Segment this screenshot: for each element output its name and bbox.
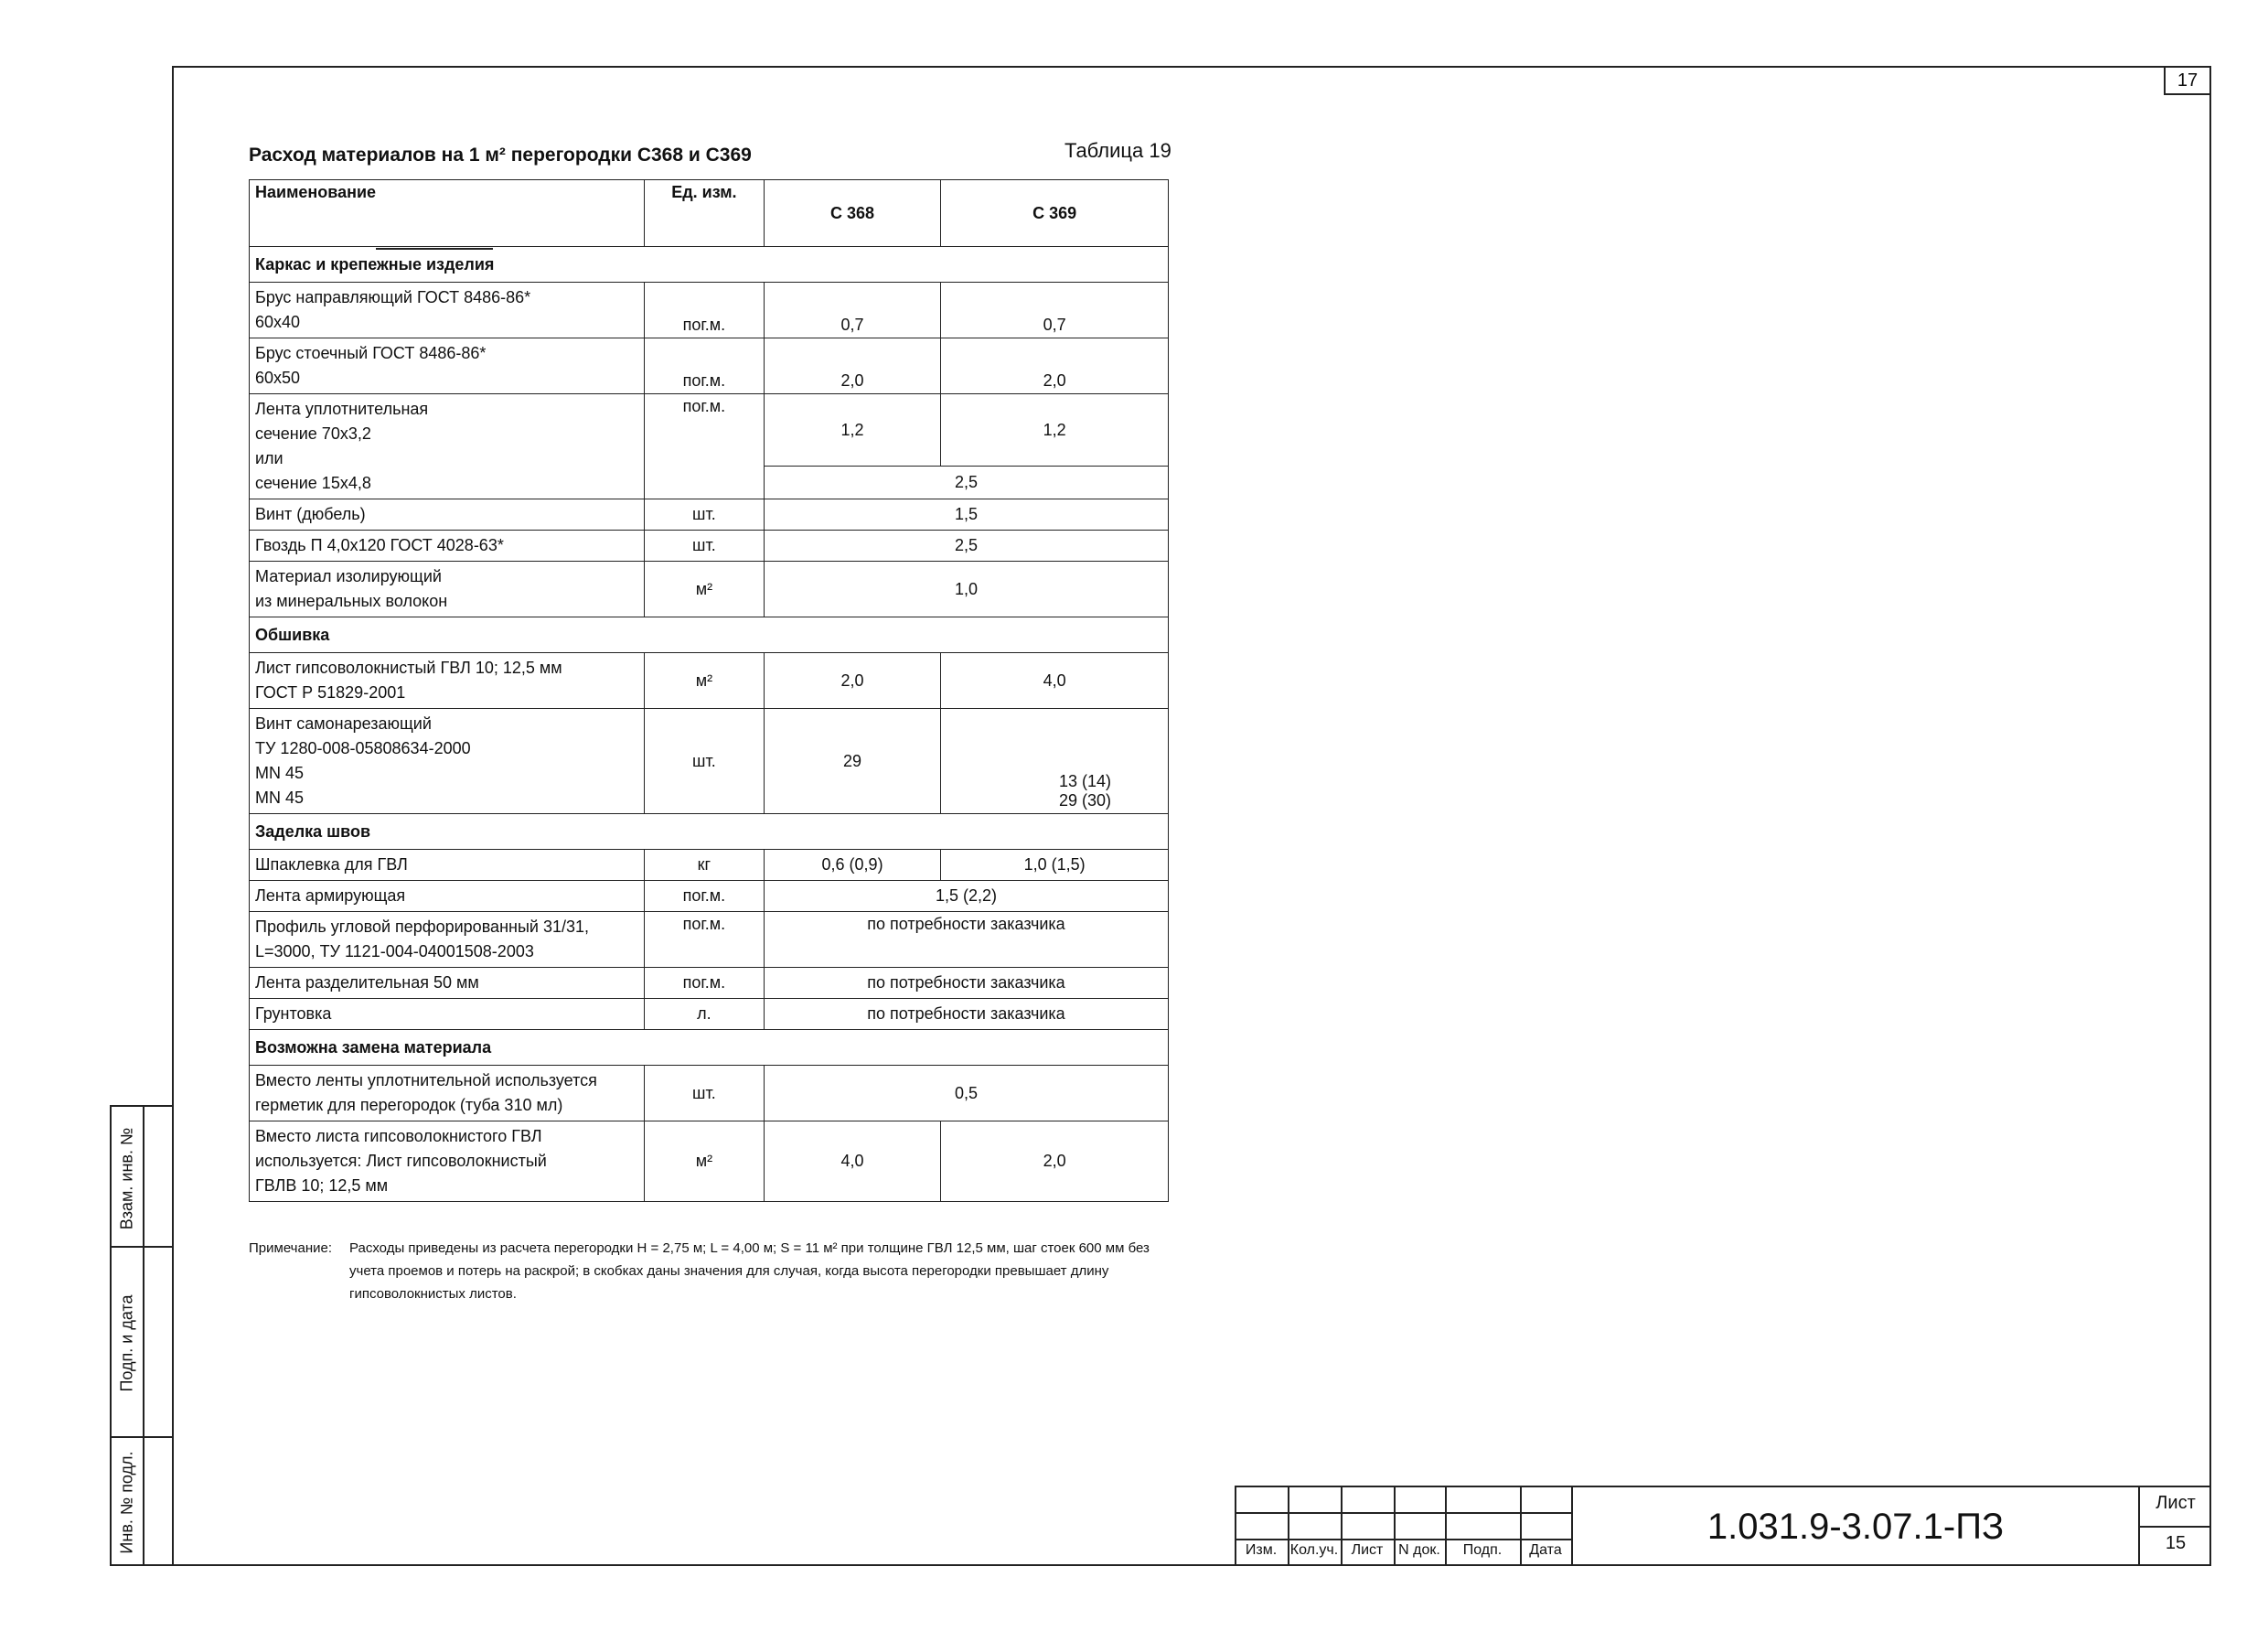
table-row — [250, 338, 1169, 394]
row-unit: л. — [644, 999, 764, 1030]
table-header-row — [250, 180, 1169, 247]
row-c369: 1,2 — [941, 394, 1169, 467]
sheet-value: 15 — [2165, 1533, 2187, 1553]
table-row — [250, 1121, 1169, 1202]
revision-column-label: N док. — [1398, 1542, 1440, 1558]
row-c368: 0,7 — [764, 283, 940, 338]
row-unit: пог.м. — [644, 912, 764, 968]
header-c368: С 368 — [764, 180, 940, 247]
row-name: Профиль угловой перфорированный 31/31, L=3000, ТУ 1121-004-04001508-2003 — [250, 912, 645, 968]
row-c368: 1,2 — [764, 394, 940, 467]
revision-column-label: Подп. — [1462, 1542, 1503, 1558]
row-name: Шпаклевка для ГВЛ — [250, 850, 645, 881]
row-merged-value: 1,0 — [764, 562, 1168, 617]
footnote-text: Расходы приведены из расчета перегородки Н = 2,75 м; L = 4,00 м; S = 11 м² при толщине ГВЛ 12,5 мм, шаг стоек 600 мм без учета проемов и потерь на раскрой; в скобках даны значения для случая, когда высота перегородки превышает длину гипсоволокнистых листов. — [349, 1240, 1150, 1302]
sheet-number: 17 — [2164, 66, 2211, 95]
table-row — [250, 999, 1169, 1030]
row-c368: 4,0 — [764, 1121, 940, 1202]
section-title: Каркас и крепежные изделия — [250, 247, 1169, 283]
side-cell-podp — [110, 1248, 172, 1438]
materials-table — [249, 179, 1169, 1202]
row-unit: м² — [644, 562, 764, 617]
row-merged-value: 1,5 — [764, 499, 1168, 531]
revision-column-label: Лист — [1351, 1542, 1384, 1558]
section-row — [250, 1030, 1169, 1066]
table-row — [250, 968, 1169, 999]
row-name: Гвоздь П 4,0х120 ГОСТ 4028-63* — [250, 531, 645, 562]
row-c368: 2,0 — [764, 653, 940, 709]
section-title: Возможна замена материала — [250, 1030, 1169, 1066]
table-row — [250, 394, 1169, 467]
revision-column-label: Кол.уч. — [1289, 1542, 1339, 1558]
revision-grid — [1235, 1486, 1571, 1566]
row-name: Лента уплотнительная сечение 70х3,2 или сечение 15х4,8 — [250, 394, 645, 499]
grid-row-line — [1235, 1486, 1571, 1487]
table-row — [250, 562, 1169, 617]
table-row — [250, 709, 1169, 814]
row-name: Грунтовка — [250, 999, 645, 1030]
row-unit: пог.м. — [644, 881, 764, 912]
row-c369: 0,7 — [941, 283, 1169, 338]
table-row — [250, 283, 1169, 338]
table-row — [250, 1066, 1169, 1121]
row-name: Брус стоечный ГОСТ 8486-86* 60х50 — [250, 338, 645, 394]
row-unit: пог.м. — [644, 394, 764, 499]
row-unit: пог.м. — [644, 968, 764, 999]
sheet-box — [2138, 1486, 2211, 1566]
row-unit: шт. — [644, 709, 764, 814]
row-name: Материал изолирующий из минеральных волокон — [250, 562, 645, 617]
table-number: Таблица 19 — [1064, 139, 1171, 162]
row-name: Вместо ленты уплотнительной используется герметик для перегородок (туба 310 мл) — [250, 1066, 645, 1121]
row-unit: м² — [644, 653, 764, 709]
table-row — [250, 531, 1169, 562]
row-merged-value: 1,5 (2,2) — [764, 881, 1168, 912]
header-c369: С 369 — [941, 180, 1169, 247]
section-row — [250, 617, 1169, 653]
row-merged-value: 2,5 — [764, 531, 1168, 562]
table-title: Расход материалов на 1 м² перегородки С368 и С369 — [249, 145, 752, 166]
sheet-label: Лист — [2156, 1493, 2196, 1513]
section-title: Заделка швов — [250, 814, 1169, 850]
title-block — [1235, 1486, 2211, 1566]
row-name: Лента армирующая — [250, 881, 645, 912]
row-merged-value: 0,5 — [764, 1066, 1168, 1121]
row-name: Винт самонарезающий ТУ 1280-008-05808634-2000 MN 45 MN 45 — [250, 709, 645, 814]
row-unit: пог.м. — [644, 283, 764, 338]
document-code: 1.031.9-3.07.1-ПЗ — [1571, 1486, 2138, 1566]
section-row — [250, 814, 1169, 850]
row-merged-value: по потребности заказчика — [764, 968, 1168, 999]
row-alt-value: 2,5 — [764, 467, 1168, 499]
section-title: Обшивка — [250, 617, 1169, 653]
side-cell-inv — [110, 1438, 172, 1566]
header-unit: Ед. изм. — [644, 180, 764, 247]
table-row — [250, 653, 1169, 709]
row-c369: 2,0 — [941, 338, 1169, 394]
row-unit: пог.м. — [644, 338, 764, 394]
footnote — [249, 1237, 1172, 1305]
section-row — [250, 247, 1169, 283]
footnote-label: Примечание: — [249, 1240, 332, 1256]
row-name: Брус направляющий ГОСТ 8486-86* 60х40 — [250, 283, 645, 338]
row-name: Лист гипсоволокнистый ГВЛ 10; 12,5 мм ГОСТ Р 51829-2001 — [250, 653, 645, 709]
table-row — [250, 499, 1169, 531]
grid-row-line — [1235, 1512, 1571, 1514]
side-cell-vzam — [110, 1105, 172, 1248]
header-name: Наименование — [250, 180, 645, 247]
table-row — [250, 912, 1169, 968]
row-name: Лента разделительная 50 мм — [250, 968, 645, 999]
table-row — [250, 850, 1169, 881]
row-c368: 2,0 — [764, 338, 940, 394]
row-c369: 1,0 (1,5) — [941, 850, 1169, 881]
row-c368: 0,6 (0,9) — [764, 850, 940, 881]
row-unit: кг — [644, 850, 764, 881]
revision-column-label: Дата — [1529, 1542, 1562, 1558]
row-merged-value: по потребности заказчика — [764, 912, 1168, 968]
table-row — [250, 881, 1169, 912]
row-unit: м² — [644, 1121, 764, 1202]
grid-row-line — [1235, 1539, 1571, 1540]
row-c369: 4,0 — [941, 653, 1169, 709]
side-label-vzam: Взам. инв. № — [117, 1127, 136, 1229]
row-merged-value: по потребности заказчика — [764, 999, 1168, 1030]
side-stamp-strip — [110, 1105, 172, 1566]
row-unit: шт. — [644, 499, 764, 531]
side-label-inv: Инв. № подл. — [117, 1450, 136, 1554]
side-label-podp: Подп. и дата — [117, 1293, 136, 1392]
row-unit: шт. — [644, 1066, 764, 1121]
row-c369: 13 (14) 29 (30) — [941, 709, 1169, 814]
header-underline — [376, 248, 493, 250]
row-name: Вместо листа гипсоволокнистого ГВЛ используется: Лист гипсоволокнистый ГВЛВ 10; 12,5 мм — [250, 1121, 645, 1202]
row-unit: шт. — [644, 531, 764, 562]
row-name: Винт (дюбель) — [250, 499, 645, 531]
revision-column-label: Изм. — [1245, 1542, 1278, 1558]
row-c368: 29 — [764, 709, 940, 814]
row-c369: 2,0 — [941, 1121, 1169, 1202]
